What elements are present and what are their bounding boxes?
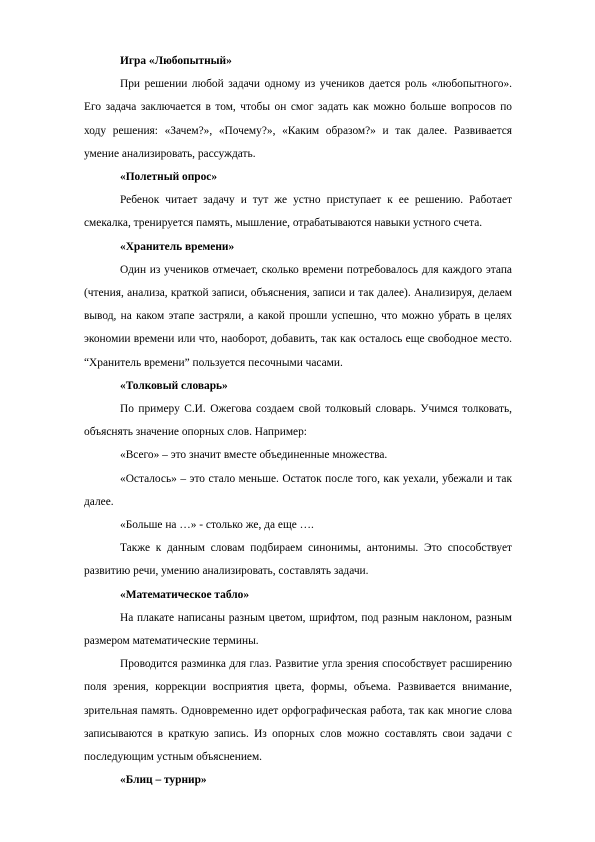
paragraph: При решении любой задачи одному из учеников дается роль «любопытного». Его задача заключается в том, чтобы он смог задать как можно больше вопросов по ходу решения: «Зачем?», «Почему?», «Каким образом?» и так далее. Развивается умение анализировать, рассуждать. [84,78,512,160]
paragraph: «Всего» – это значит вместе объединенные множества. [120,449,388,462]
paragraph: По примеру С.И. Ожегова создаем свой толковый словарь. Учимся толковать, объяснять значение опорных слов. Например: [84,403,512,439]
section-heading-curious: Игра «Любопытный» [120,55,232,67]
paragraph: Также к данным словам подбираем синонимы, антонимы. Это способствует развитию речи, умению анализировать, составлять задачи. [84,542,512,578]
section-heading-blitz: «Блиц – турнир» [120,774,207,787]
paragraph: Один из учеников отмечает, сколько времени потребовалось для каждого этапа (чтения, анализа, краткой записи, объяснения, записи и так далее). Анализируя, делаем вывод, на каком этапе застряли, а какой прошли успешно, что можно убрать в целях экономии времени или что, наоборот, добавить, так как осталось еще свободное место. “Хранитель времени” пользуется песочными часами. [84,263,512,369]
section-heading-flight-quiz: «Полетный опрос» [120,171,218,184]
section-heading-time-keeper: «Хранитель времени» [120,240,235,253]
paragraph: «Осталось» – это стало меньше. Остаток после того, как уехали, убежали и так далее. [84,472,512,508]
paragraph: На плакате написаны разным цветом, шрифтом, под разным наклоном, разным размером математические термины. [84,611,512,648]
section-heading-math-board: «Математическое табло» [120,588,250,601]
paragraph: Ребенок читает задачу и тут же устно приступает к ее решению. Работает смекалка, тренируется память, мышление, отрабатываются навыки устного счета. [84,194,512,230]
paragraph: «Больше на …» - столько же, да еще …. [120,519,314,532]
paragraph: Проводится разминка для глаз. Развитие угла зрения способствует расширению поля зрения, коррекции восприятия цвета, формы, объема. Развивается внимание, зрительная память. Одновременно идет орфографическая работа, так как многие слова записываются в краткую запись. Из опорных слов можно составлять свои задачи с последующим устным объяснением. [84,658,512,764]
document-body [84,50,512,793]
section-heading-dictionary: «Толковый словарь» [120,379,228,392]
